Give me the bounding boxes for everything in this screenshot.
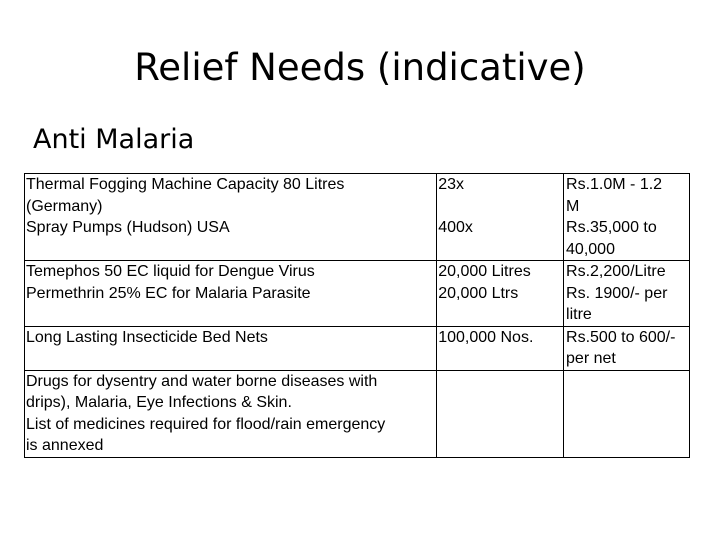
- quantity-cell: [437, 370, 564, 457]
- price-line: Rs. 1900/- per: [566, 284, 668, 302]
- price-cell: [564, 370, 690, 457]
- table-row: [25, 370, 690, 457]
- item-line: drips), Malaria, Eye Infections & Skin.: [26, 394, 292, 411]
- slide-title: Relief Needs (indicative): [134, 46, 586, 89]
- item-cell: [25, 326, 437, 370]
- item-line: Thermal Fogging Machine Capacity 80 Litres: [26, 176, 345, 193]
- item-line: Permethrin 25% EC for Malaria Parasite: [26, 284, 311, 302]
- item-cell: [25, 370, 437, 457]
- table-row: [25, 174, 690, 261]
- quantity-cell: [437, 326, 564, 370]
- relief-needs-table: [24, 173, 690, 458]
- item-cell: [25, 261, 437, 327]
- price-line: Rs.1.0M - 1.2: [566, 176, 663, 193]
- item-line: (Germany): [26, 197, 103, 215]
- table-row: [25, 261, 690, 327]
- price-line: per net: [566, 350, 616, 367]
- item-line: Long Lasting Insecticide Bed Nets: [26, 328, 268, 346]
- quantity-cell: [437, 261, 564, 327]
- price-line: 40,000: [566, 240, 615, 258]
- price-cell: [564, 326, 690, 370]
- price-line: Rs.2,200/Litre: [566, 263, 666, 280]
- price-line: litre: [566, 306, 592, 323]
- quantity-line: 20,000 Litres: [438, 263, 531, 280]
- section-subtitle: Anti Malaria: [33, 124, 195, 155]
- item-line: List of medicines required for flood/rain emergency: [26, 415, 386, 433]
- item-line: Drugs for dysentry and water borne diseases with: [26, 372, 378, 390]
- quantity-line: 100,000 Nos.: [438, 328, 534, 346]
- item-line: Spray Pumps (Hudson) USA: [26, 219, 230, 236]
- price-cell: [564, 174, 690, 261]
- price-line: M: [566, 197, 580, 215]
- quantity-line: 23x: [438, 176, 464, 193]
- table-row: [25, 326, 690, 370]
- price-cell: [564, 261, 690, 327]
- quantity-line: 400x: [438, 219, 473, 236]
- item-line: is annexed: [26, 437, 104, 454]
- item-cell: [25, 174, 437, 261]
- item-line: Temephos 50 EC liquid for Dengue Virus: [26, 263, 315, 280]
- price-line: Rs.500 to 600/-: [566, 328, 676, 346]
- quantity-cell: [437, 174, 564, 261]
- quantity-line: 20,000 Ltrs: [438, 284, 519, 302]
- price-line: Rs.35,000 to: [566, 219, 657, 236]
